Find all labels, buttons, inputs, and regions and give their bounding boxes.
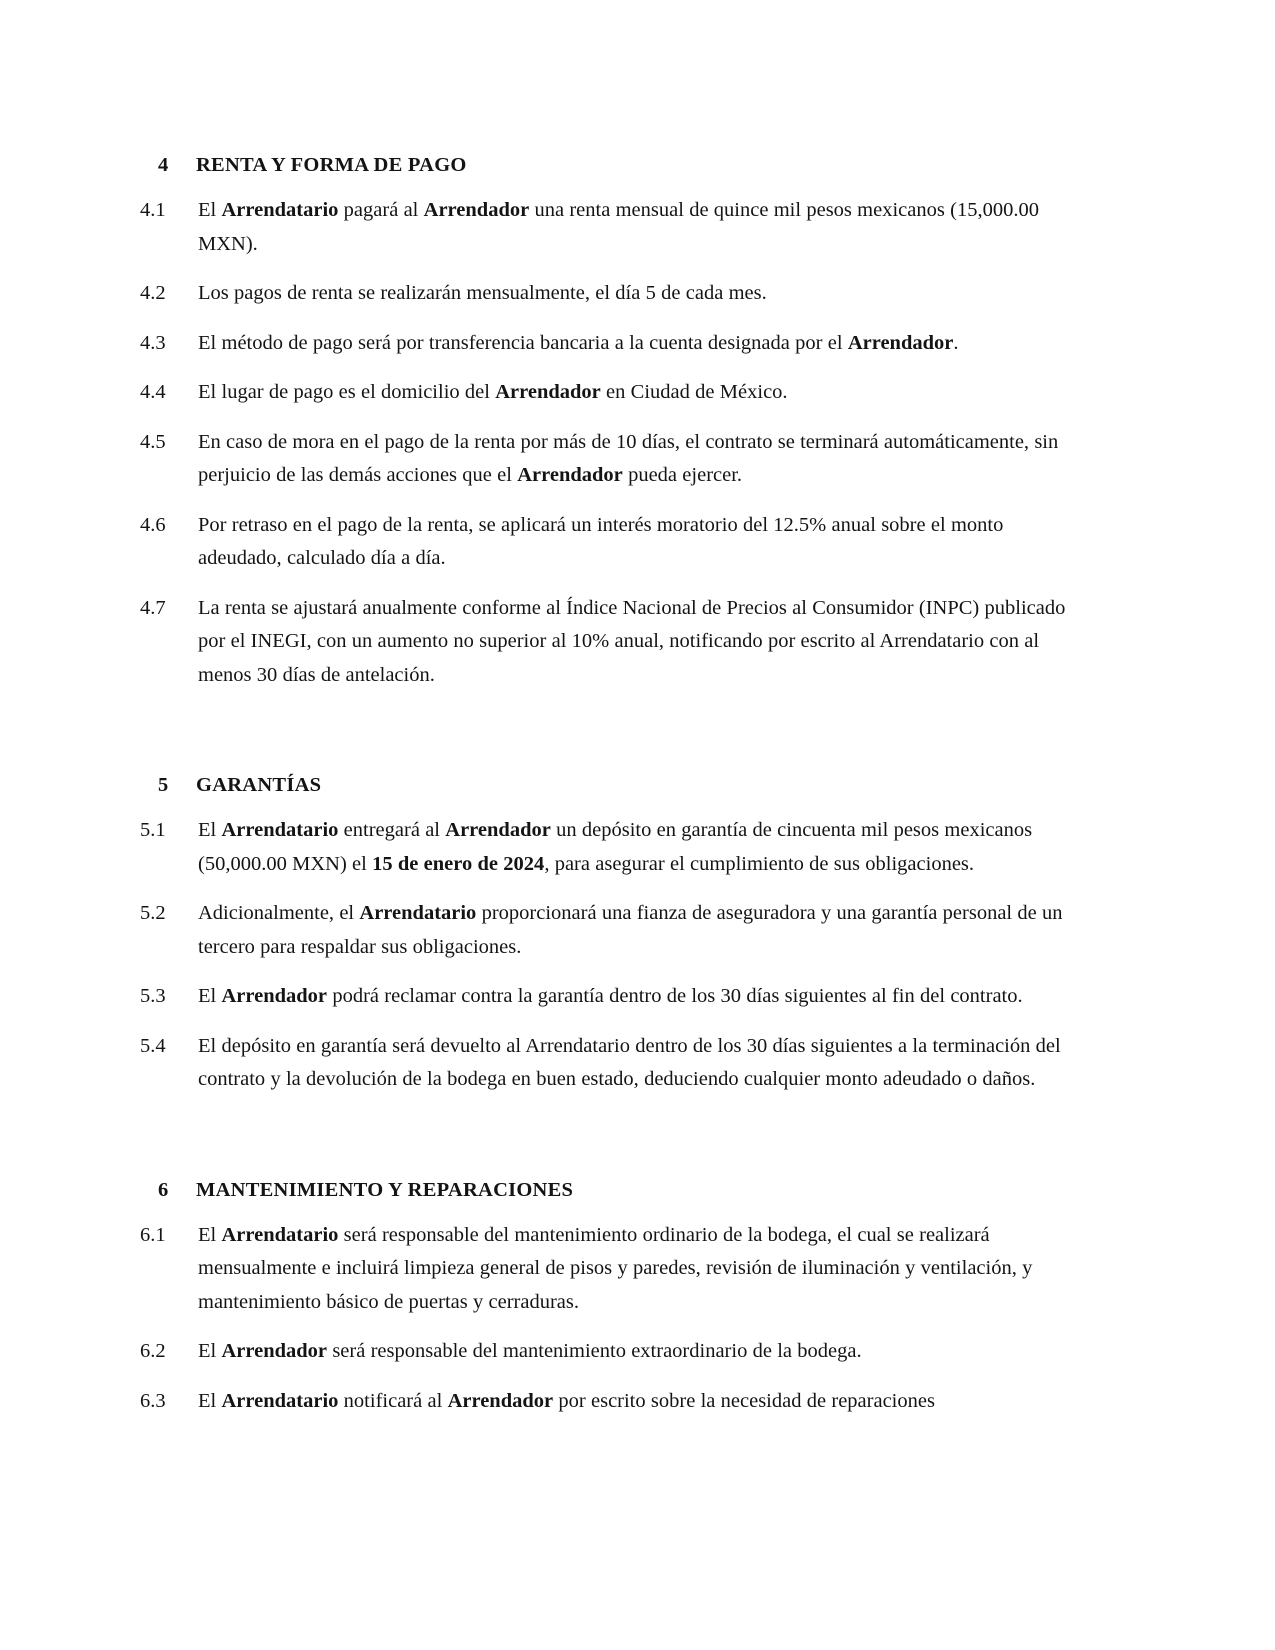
text-run: Por retraso en el pago de la renta, se aplicará un interés moratorio del 12.5% anual sobre el monto adeudado, calculado día a día. (198, 513, 1004, 569)
text-run: El lugar de pago es el domicilio del (198, 381, 496, 403)
clause-text (198, 1030, 1075, 1097)
clause-text (198, 376, 1075, 410)
clause-4.4 (140, 376, 1075, 410)
defined-term: Arrendador (847, 331, 954, 354)
defined-term: Arrendador (517, 464, 623, 486)
section-number: 6 (158, 1178, 169, 1201)
text-run: entregará al (338, 819, 446, 841)
text-run: El método de pago será por transferencia bancaria a la cuenta designada por el (198, 331, 848, 354)
clause-number: 4.6 (140, 513, 166, 536)
clause-number: 5.4 (140, 1034, 166, 1057)
text-run: , para asegurar el cumplimiento de sus obligaciones. (544, 852, 975, 875)
clause-text (198, 592, 1075, 693)
text-run: un depósito en garantía de cincuenta mil pesos mexicanos (50,000.00 MXN) el (198, 819, 1033, 875)
clause-text (198, 426, 1075, 493)
clause-text (198, 814, 1075, 881)
text-run: notificará al (338, 1389, 448, 1412)
text-run: La renta se ajustará anualmente conforme al Índice Nacional de Precios al Consumidor (INPC) publicado por el INEGI, con un aumento no superior al 10% anual, notificando por escrito al Arrendatario con al menos 30 días de antelación. (198, 596, 1066, 686)
clause-number: 5.1 (140, 819, 166, 841)
defined-term: Arrendador (495, 381, 601, 403)
clause-number: 4.2 (140, 282, 166, 304)
text-run: El (198, 199, 222, 221)
text-run: Los pagos de renta se realizarán mensualmente, el día 5 de cada mes. (198, 282, 767, 304)
text-run: será responsable del mantenimiento ordinario de la bodega, el cual se realizará mensualmente e incluirá limpieza general de pisos y paredes, revisión de iluminación y ventilación, y mantenimiento básico de puertas y cerraduras. (198, 1223, 1033, 1313)
section-number: 5 (158, 774, 169, 796)
clause-text (198, 980, 1075, 1014)
clause-number: 4.3 (140, 331, 166, 354)
text-run: El (198, 1389, 222, 1412)
clause-5.1 (140, 814, 1075, 881)
clause-text (198, 194, 1075, 261)
defined-term: Arrendador (221, 985, 328, 1007)
clause-5.2 (140, 897, 1075, 964)
clause-text (198, 277, 1075, 311)
section-heading-5 (140, 770, 1075, 800)
clause-number: 4.1 (140, 199, 166, 221)
defined-term: Arrendatario (221, 819, 339, 841)
section-title: MANTENIMIENTO Y REPARACIONES (196, 1178, 574, 1201)
clause-4.7 (140, 592, 1075, 693)
clause-5.4 (140, 1030, 1075, 1097)
clause-6.1 (140, 1219, 1075, 1320)
defined-term: Arrendatario (221, 1389, 339, 1412)
defined-term: Arrendatario (221, 1223, 339, 1246)
clause-6.3 (140, 1385, 1075, 1419)
text-run: El (198, 1340, 222, 1362)
section-heading-6 (140, 1175, 1075, 1205)
text-run: por escrito sobre la necesidad de reparaciones (553, 1389, 935, 1412)
text-run: Adicionalmente, el (198, 902, 360, 924)
clause-6.2 (140, 1335, 1075, 1369)
clause-number: 6.1 (140, 1223, 166, 1246)
clause-4.5 (140, 426, 1075, 493)
clause-text (198, 1219, 1075, 1320)
text-run: pagará al (338, 199, 424, 221)
document-body (140, 150, 1075, 1418)
defined-term: Arrendatario (359, 902, 477, 924)
section-title: RENTA Y FORMA DE PAGO (196, 154, 467, 176)
defined-term: Arrendador (423, 199, 530, 221)
clause-5.3 (140, 980, 1075, 1014)
text-run: en Ciudad de México. (600, 381, 788, 403)
text-run: El depósito en garantía será devuelto al Arrendatario dentro de los 30 días siguientes a la terminación del contrato y la devolución de la bodega en buen estado, deduciendo cualquier monto adeudado o daños. (198, 1034, 1061, 1090)
text-run: podrá reclamar contra la garantía dentro de los 30 días siguientes al fin del contrato. (327, 985, 1023, 1007)
clause-text (198, 897, 1075, 964)
defined-term: Arrendador (445, 819, 551, 841)
text-run: pueda ejercer. (622, 464, 743, 486)
section-title: GARANTÍAS (196, 774, 322, 796)
defined-term: Arrendatario (221, 199, 339, 221)
clause-4.3 (140, 327, 1075, 361)
clause-number: 4.7 (140, 596, 166, 619)
clause-number: 4.4 (140, 381, 166, 403)
text-run: una renta mensual de quince mil pesos mexicanos (15,000.00 MXN). (198, 199, 1039, 255)
section-number: 4 (158, 154, 169, 176)
defined-term: 15 de enero de 2024 (372, 852, 545, 875)
text-run: proporcionará una fianza de aseguradora y una garantía personal de un tercero para respaldar sus obligaciones. (198, 902, 1063, 958)
clause-4.1 (140, 194, 1075, 261)
clause-number: 5.3 (140, 985, 166, 1007)
section-heading-4 (140, 150, 1075, 180)
defined-term: Arrendador (221, 1340, 328, 1362)
text-run: . (953, 331, 959, 354)
clause-4.6 (140, 509, 1075, 576)
clause-text (198, 1385, 1075, 1419)
clause-number: 6.3 (140, 1389, 166, 1412)
clause-number: 5.2 (140, 902, 166, 924)
text-run: En caso de mora en el pago de la renta por más de 10 días, el contrato se terminará automáticamente, sin perjuicio de las demás acciones que el (198, 430, 1059, 486)
defined-term: Arrendador (447, 1389, 554, 1412)
text-run: El (198, 985, 222, 1007)
clause-number: 6.2 (140, 1340, 166, 1362)
text-run: El (198, 1223, 222, 1246)
clause-text (198, 1335, 1075, 1369)
text-run: será responsable del mantenimiento extraordinario de la bodega. (327, 1340, 862, 1362)
clause-text (198, 327, 1075, 361)
clause-number: 4.5 (140, 430, 166, 453)
clause-text (198, 509, 1075, 576)
text-run: El (198, 819, 222, 841)
clause-4.2 (140, 277, 1075, 311)
